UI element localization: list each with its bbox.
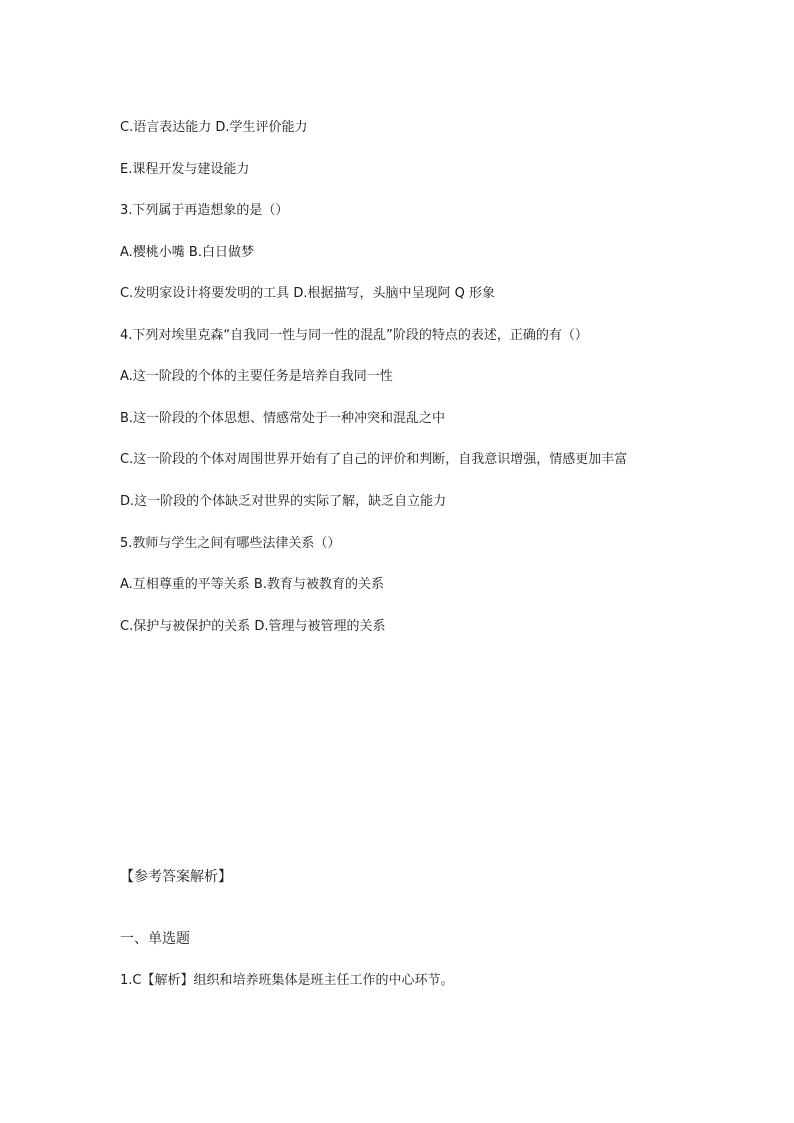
- question-4-stem: 4.下列对埃里克森“自我同一性与同一性的混乱”阶段的特点的表述，正确的有（）: [120, 328, 588, 343]
- question-4-option-b: B.这一阶段的个体思想、情感常处于一种冲突和混乱之中: [120, 411, 446, 426]
- answers-title: 【参考答案解析】: [120, 869, 232, 885]
- question-line-c-d: C.语言表达能力 D.学生评价能力: [120, 120, 308, 135]
- question-4-option-c: C.这一阶段的个体对周围世界开始有了自己的评价和判断，自我意识增强，情感更加丰富: [120, 452, 628, 467]
- question-5-options-ab: A.互相尊重的平等关系 B.教育与被教育的关系: [120, 577, 384, 592]
- question-3-options-ab: A.樱桃小嘴 B.白日做梦: [120, 245, 254, 260]
- question-line-e: E.课程开发与建设能力: [120, 162, 250, 177]
- question-4-option-a: A.这一阶段的个体的主要任务是培养自我同一性: [120, 369, 393, 384]
- answer-item-1: 1.C【解析】组织和培养班集体是班主任工作的中心环节。: [120, 973, 454, 988]
- question-4-option-d: D.这一阶段的个体缺乏对世界的实际了解，缺乏自立能力: [120, 494, 447, 509]
- question-5-stem: 5.教师与学生之间有哪些法律关系（）: [120, 536, 341, 551]
- question-5-options-cd: C.保护与被保护的关系 D.管理与被管理的关系: [120, 619, 386, 634]
- question-3-options-cd: C.发明家设计将要发明的工具 D.根据描写，头脑中呈现阿 Q 形象: [120, 286, 495, 301]
- question-3-stem: 3.下列属于再造想象的是（）: [120, 203, 289, 218]
- answers-section-heading: 一、单选题: [120, 931, 190, 947]
